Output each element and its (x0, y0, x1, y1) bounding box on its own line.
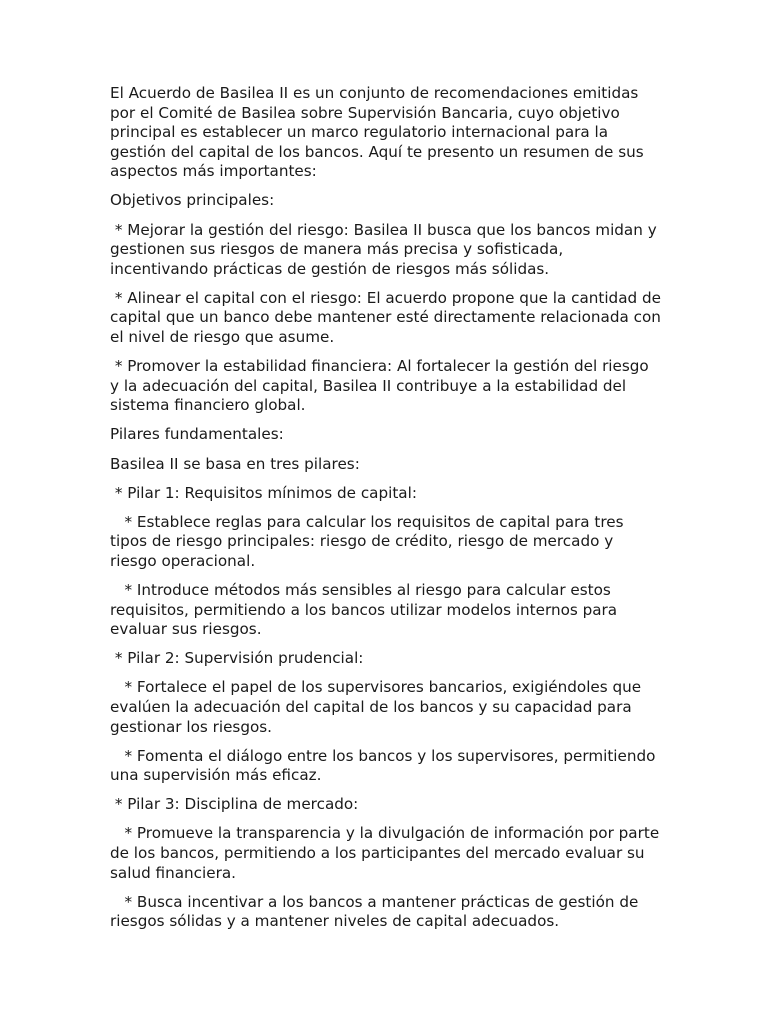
section-heading-pilares: Pilares fundamentales: (110, 425, 284, 444)
pilar-2-item-1: * Fortalece el papel de los supervisores bancarios, exigiéndoles que evalúen la adecuación del capital de los bancos y su capacidad para gestionar los riesgos. (110, 678, 646, 736)
bullet-promover-estabilidad: * Promover la estabilidad financiera: Al fortalecer la gestión del riesgo y la adecuación del capital, Basilea II contribuye a la estabilidad del sistema financiero global. (110, 357, 654, 415)
pilar-3-heading: * Pilar 3: Disciplina de mercado: (110, 795, 359, 814)
pilar-3-item-1: * Promueve la transparencia y la divulgación de información por parte de los bancos, permitiendo a los participantes del mercado evaluar su salud financiera. (110, 824, 664, 882)
pilar-2-heading: * Pilar 2: Supervisión prudencial: (110, 649, 364, 668)
section-heading-objetivos: Objetivos principales: (110, 191, 275, 210)
pilar-1-item-2: * Introduce métodos más sensibles al riesgo para calcular estos requisitos, permitiendo a los bancos utilizar modelos internos para evaluar sus riesgos. (110, 580, 622, 639)
bullet-mejorar-gestion: * Mejorar la gestión del riesgo: Basilea II busca que los bancos midan y gestionen sus riesgos de manera más precisa y sofisticada, incentivando prácticas de gestión de riesgos más sólidas. (110, 220, 662, 278)
pilar-1-heading: * Pilar 1: Requisitos mínimos de capital: (110, 483, 417, 502)
pilar-3-item-2: * Busca incentivar a los bancos a mantener prácticas de gestión de riesgos sólidas y a mantener niveles de capital adecuados. (110, 892, 644, 931)
pilar-2-item-2: * Fomenta el diálogo entre los bancos y los supervisores, permitiendo una supervisión más eficaz. (110, 746, 661, 785)
document-page (110, 84, 666, 941)
intro-paragraph: El Acuerdo de Basilea II es un conjunto de recomendaciones emitidas por el Comité de Basilea sobre Supervisión Bancaria, cuyo objetivo principal es establecer un marco regulatorio internacional para la gestión del capital de los bancos. Aquí te presento un resumen de sus aspectos más importantes: (110, 84, 649, 181)
pilar-1-item-1: * Establece reglas para calcular los requisitos de capital para tres tipos de riesgo principales: riesgo de crédito, riesgo de mercado y riesgo operacional. (110, 512, 629, 570)
bullet-alinear-capital: * Alinear el capital con el riesgo: El acuerdo propone que la cantidad de capital que un banco debe mantener esté directamente relacionada con el nivel de riesgo que asume. (110, 288, 666, 347)
pilares-intro: Basilea II se basa en tres pilares: (110, 454, 360, 473)
